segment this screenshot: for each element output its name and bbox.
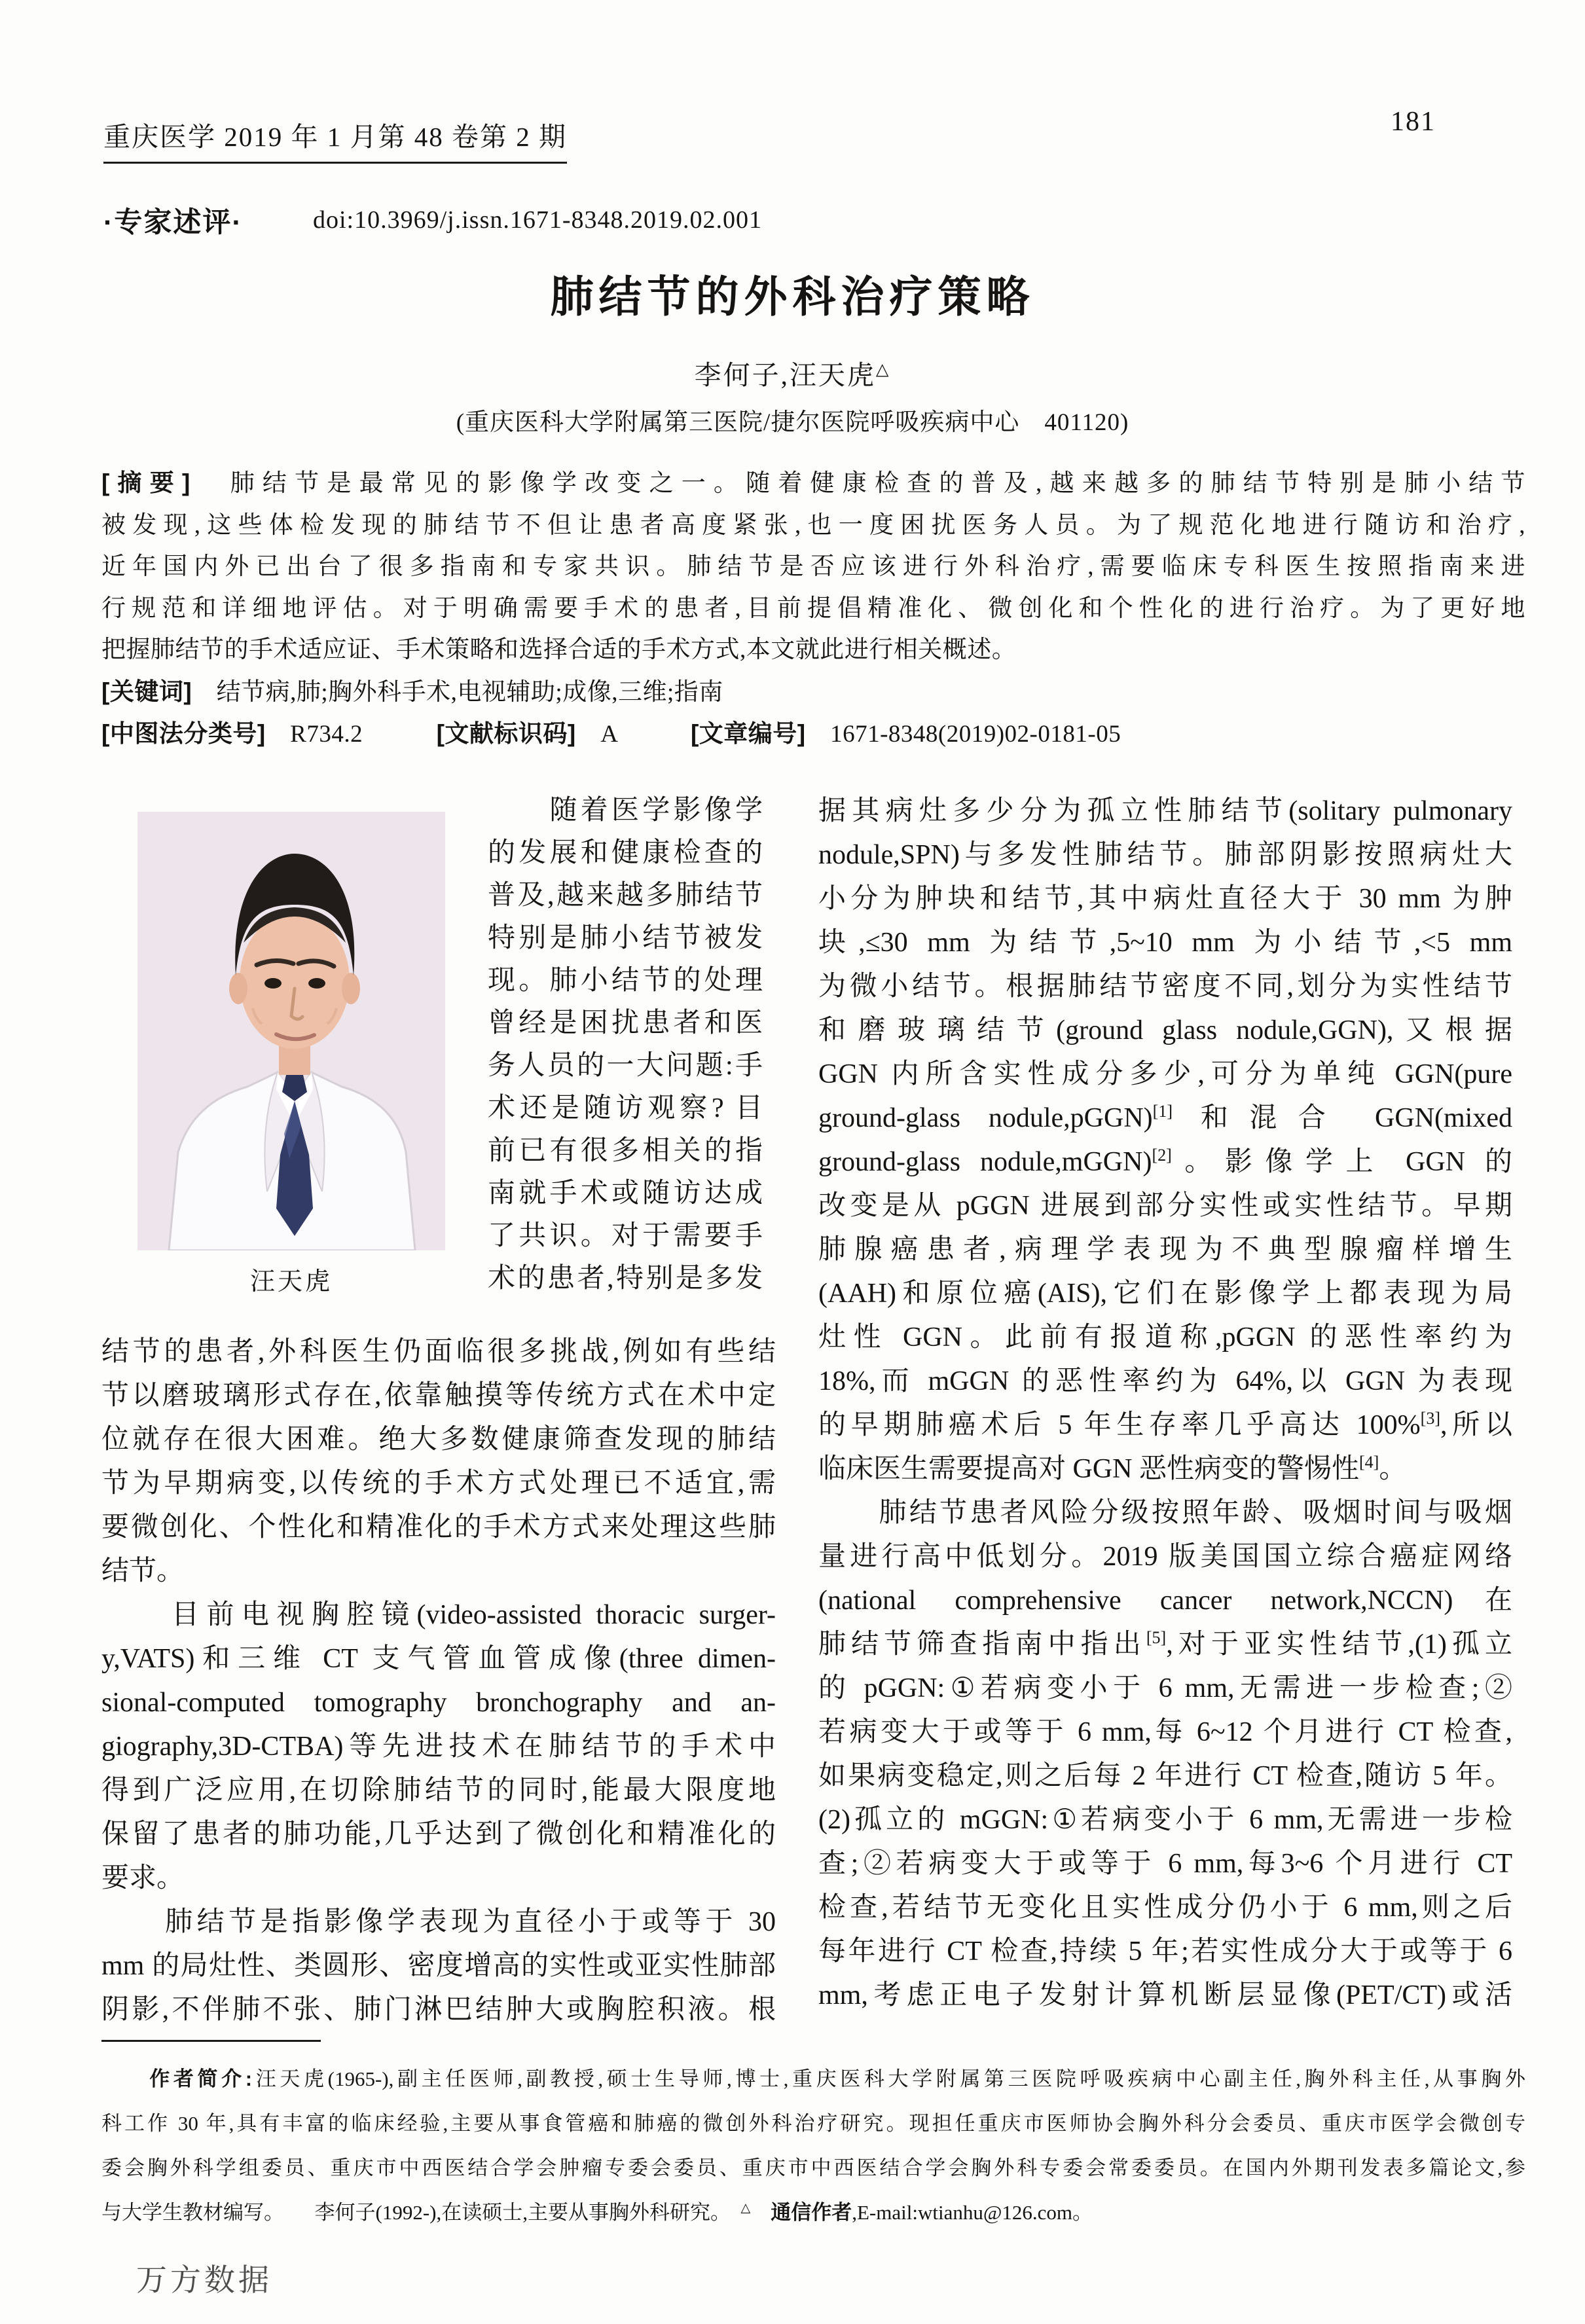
text-line: 普及,越来越多肺结节 [488,881,763,911]
text-line: 随着医学影像学 [488,795,763,826]
text-line: 检查,若结节无变化且实性成分仍小于 6 mm,则之后 [818,1893,1512,1923]
left-column-text [101,1330,776,2032]
text-line: 节以磨玻璃形式存在,依靠触摸等传统方式在术中定 [101,1381,776,1411]
doi-text: doi:10.3969/j.issn.1671-8348.2019.02.001 [313,206,763,234]
text-line: 前已有很多相关的指 [488,1136,763,1166]
text-line: 要微创化、个性化和精准化的手术方式来处理这些肺 [101,1512,776,1542]
text-line: 科工作 30 年,具有丰富的临床经验,主要从事食管癌和肺癌的微创外科治疗研究。现担任重庆市医师协会胸外科分会委员、重庆市医学会微创专 [101,2112,1525,2135]
text-line: 改变是从 pGGN 进展到部分实性或实性结节。早期 [818,1191,1512,1221]
text-line: 委会胸外科学组委员、重庆市中西医结合学会肿瘤专委会委员、重庆市中西医结合学会胸外科专委会常委委员。在国内外期刊发表多篇论文,参 [101,2156,1525,2179]
text-line: 被发现,这些体检发现的肺结节不但让患者高度紧张,也一度困扰医务人员。为了规范化地进行随访和治疗, [101,511,1525,539]
text-line: 若病变大于或等于 6 mm,每 6~12 个月进行 CT 检查, [818,1717,1512,1747]
intro-column [488,790,763,1300]
text-line: 节为早期病变,以传统的手术方式处理已不适宜,需 [101,1468,776,1498]
text-line: nodule,SPN)与多发性肺结节。肺部阴影按照病灶大 [818,840,1512,870]
authors-line [0,354,1585,392]
text-line: 近年国内外已出台了很多指南和专家共识。肺结节是否应该进行外科治疗,需要临床专科医生按照指南来进 [101,553,1525,580]
page-number: 181 [1391,107,1436,137]
text-line: 阴影,不伴肺不张、肺门淋巴结肿大或胸腔积液。根 [101,1995,776,2025]
portrait-photo [137,812,445,1250]
text-line: 如果病变稳定,则之后每 2 年进行 CT 检查,随访 5 年。 [818,1761,1512,1791]
text-line: 务人员的一大问题:手 [488,1051,763,1081]
text-line: 位就存在很大困难。绝大多数健康筛查发现的肺结 [101,1425,776,1455]
text-line: 为微小结节。根据肺结节密度不同,划分为实性结节 [818,971,1512,1002]
text-line: 18%,而 mGGN 的恶性率约为 64%,以 GGN 为表现 [818,1366,1512,1396]
text-line: 了共识。对于需要手 [488,1221,763,1251]
text-line: 和磨玻璃结节(ground glass nodule,GGN),又根据 [818,1015,1512,1045]
text-line: 块,≤30 mm 为结节,5~10 mm 为小结节,<5 mm [818,928,1512,958]
paragraph [101,462,1525,671]
text-line: 肺结节患者风险分级按照年龄、吸烟时间与吸烟 [818,1498,1512,1528]
text-line: 得到广泛应用,在切除肺结节的同时,能最大限度地 [101,1775,776,1806]
text-line: 要求。 [101,1863,185,1893]
paragraph [101,671,1525,714]
paragraph [818,790,1512,1491]
paragraph [101,2057,1525,2235]
text-line: 南就手术或随访达成 [488,1178,763,1208]
text-line: 结节。 [101,1556,185,1586]
text-line: 临床医生需要提高对 GGN 恶性病变的警惕性[4]。 [818,1453,1407,1484]
text-line: 的 pGGN:①若病变小于 6 mm,无需进一步检查;② [818,1673,1512,1703]
text-line: 目前电视胸腔镜(video-assisted thoracic surger- [101,1600,776,1630]
text-line: 与大学生教材编写。 李何子(1992-),在读硕士,主要从事胸外科研究。 △ 通信作者,E-mail:wtianhu@126.com。 [101,2201,1093,2224]
portrait-photo-block [137,812,445,1297]
text-line: mm,考虑正电子发射计算机断层显像(PET/CT)或活 [818,1980,1512,2010]
text-line: 术的患者,特别是多发 [488,1263,763,1294]
text-line: 术还是随访观察? 目 [488,1093,763,1123]
wanfang-watermark: 万方数据 [136,2262,272,2297]
text-line: 结节的患者,外科医生仍面临很多挑战,例如有些结 [101,1337,776,1367]
text-line: mm 的局灶性、类圆形、密度增高的实性或亚实性肺部 [101,1951,776,1981]
text-line: 的发展和健康检查的 [488,838,763,868]
author-names: 李何子,汪天虎 [694,360,876,390]
footnote-divider [101,2040,321,2042]
text-line: y,VATS)和三维 CT 支气管血管成像(three dimen- [101,1644,776,1674]
text-line: 曾经是困扰患者和医 [488,1008,763,1038]
paragraph [101,1593,776,1900]
text-line: 特别是肺小结节被发 [488,923,763,953]
journal-info: 重庆医学 2019 年 1 月第 48 卷第 2 期 [103,115,567,164]
text-line: (AAH)和原位癌(AIS),它们在影像学上都表现为局 [818,1279,1512,1309]
text-line: giography,3D-CTBA)等先进技术在肺结节的手术中 [101,1732,776,1762]
paragraph [488,790,763,1300]
text-line: (2)孤立的 mGGN:①若病变小于 6 mm,无需进一步检 [818,1805,1512,1835]
article-title: 肺结节的外科治疗策略 [550,274,1035,321]
text-line: [摘要] 肺结节是最常见的影像学改变之一。随着健康检查的普及,越来越多的肺结节特别是肺小结节 [101,469,1525,497]
text-line: 肺腺癌患者,病理学表现为不典型腺瘤样增生 [818,1235,1512,1265]
text-line: GGN 内所含实性成分多少,可分为单纯 GGN(pure [818,1059,1512,1089]
text-line: 的早期肺癌术后 5 年生存率几乎高达 100%[3],所以 [818,1409,1512,1440]
author-bio [101,2057,1525,2235]
text-line: 量进行高中低划分。2019 版美国国立综合癌症网络 [818,1542,1512,1572]
abstract-block [101,462,1525,755]
text-line: 保留了患者的肺功能,几乎达到了微创化和精准化的 [101,1819,776,1849]
text-line: 肺结节是指影像学表现为直径小于或等于 30 [101,1907,776,1937]
text-line: 据其病灶多少分为孤立性肺结节(solitary pulmonary [818,796,1512,826]
text-line: ground-glass nodule,mGGN)[2]。影像学上 GGN 的 [818,1146,1513,1177]
paragraph [818,1491,1512,2018]
text-line: 现。肺小结节的处理 [488,966,763,996]
paragraph [101,1330,776,1593]
affiliation: (重庆医科大学附属第三医院/捷尔医院呼吸疾病中心 401120) [456,409,1129,436]
text-line: 肺结节筛查指南中指出[5],对于亚实性结节,(1)孤立 [818,1628,1512,1660]
corresponding-author-mark: △ [875,360,891,379]
right-column-text [818,790,1512,2018]
paragraph [101,713,1525,755]
text-line: 灶性 GGN。此前有报道称,pGGN 的恶性率约为 [818,1322,1512,1353]
section-label: ·专家述评· [103,207,243,238]
text-line: 作者简介:汪天虎(1965-),副主任医师,副教授,硕士生导师,博士,重庆医科大学附属第三医院呼吸疾病中心副主任,胸外科主任,从事胸外 [149,2067,1526,2090]
photo-caption: 汪天虎 [249,1268,333,1296]
text-line: [中图法分类号] R734.2 [文献标识码] A [文章编号] 1671-8348(2019)02-0181-05 [101,720,1121,748]
text-line: 行规范和详细地评估。对于明确需要手术的患者,目前提倡精准化、微创化和个性化的进行治疗。为了更好地 [101,594,1525,622]
paragraph [101,1900,776,2032]
text-line: 每年进行 CT 检查,持续 5 年;若实性成分大于或等于 6 [818,1936,1512,1967]
text-line: 把握肺结节的手术适应证、手术策略和选择合适的手术方式,本文就此进行相关概述。 [101,636,1017,663]
text-line: [关键词] 结节病,肺;胸外科手术,电视辅助;成像,三维;指南 [101,678,723,706]
text-line: sional-computed tomography bronchography and an- [101,1688,776,1718]
text-line: ground-glass nodule,pGGN)[1] 和混合 GGN(mixed [818,1102,1512,1133]
text-line: (national comprehensive cancer network,NCCN)在 [818,1586,1512,1616]
text-line: 小分为肿块和结节,其中病灶直径大于 30 mm 为肿 [818,884,1512,914]
text-line: 查;②若病变大于或等于 6 mm,每3~6 个月进行 CT [818,1849,1512,1879]
